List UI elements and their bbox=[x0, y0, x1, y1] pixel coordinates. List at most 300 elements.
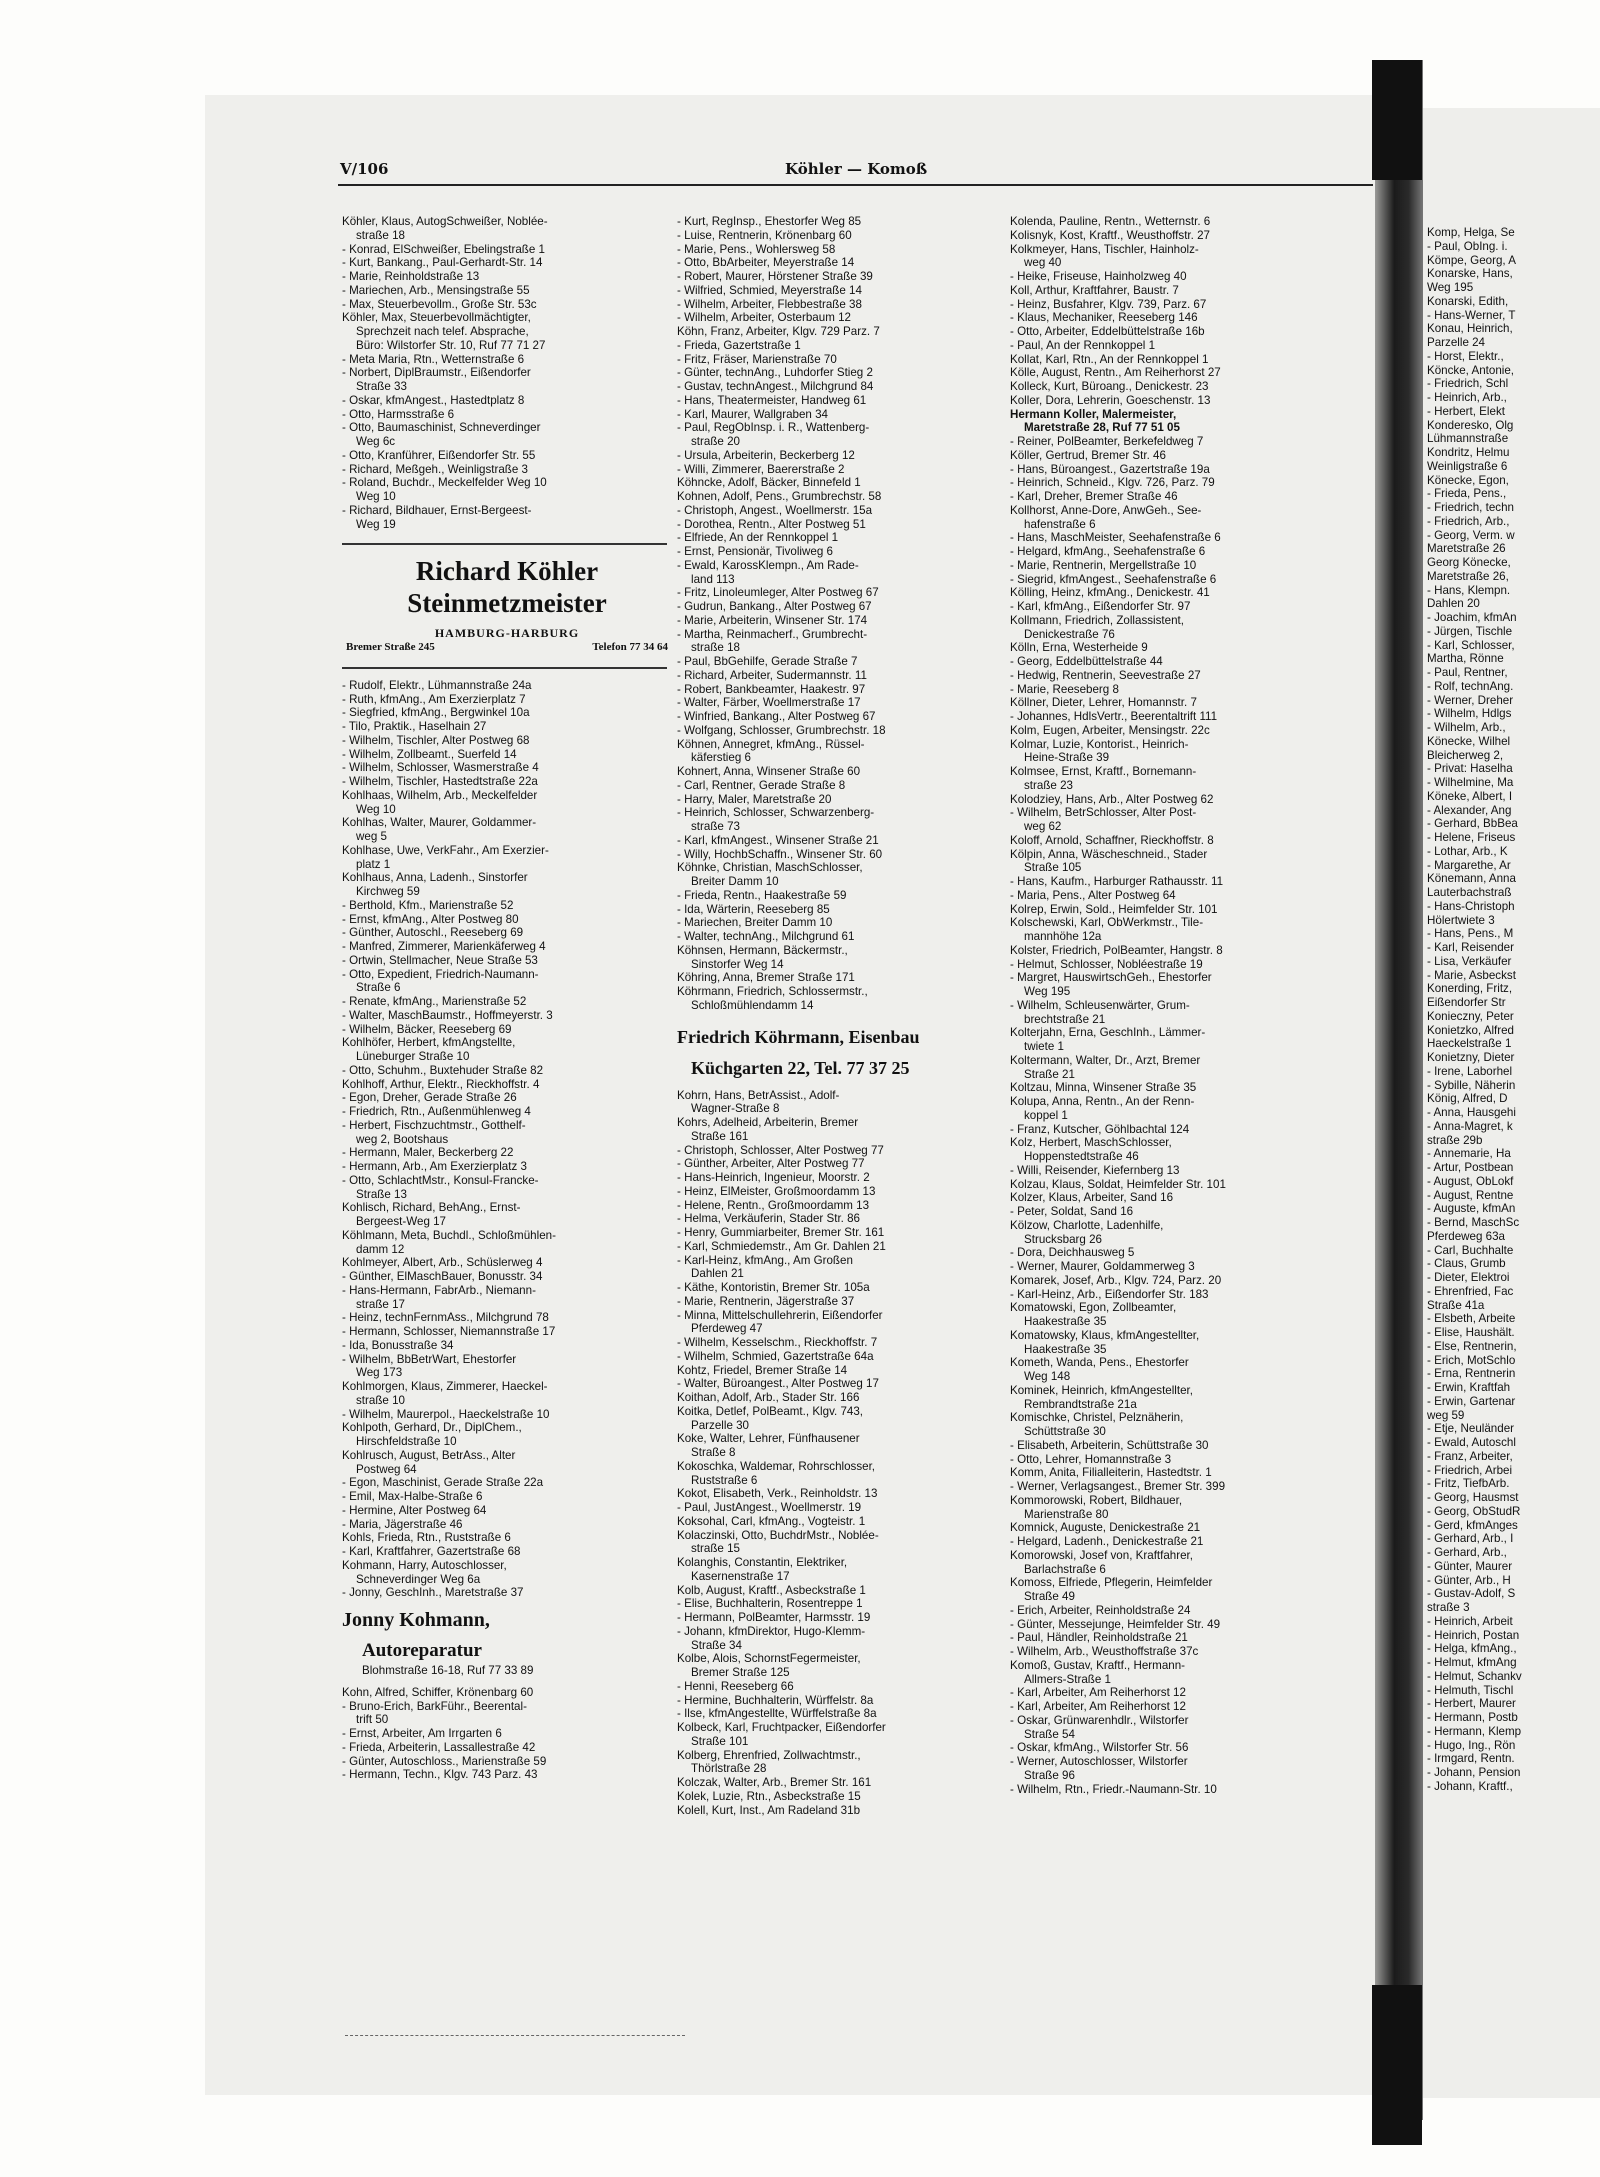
entry-line: - Siegrid, kfmAngest., Seehafenstraße 6 bbox=[1010, 572, 1217, 586]
entry-continuation: Dahlen 21 bbox=[691, 1267, 744, 1281]
entry-line: - Klaus, Mechaniker, Reeseberg 146 bbox=[1010, 311, 1198, 325]
entry-line: - Egon, Dreher, Gerade Straße 26 bbox=[342, 1091, 517, 1105]
entry-continuation: weg 62 bbox=[1024, 820, 1062, 833]
directory-entry bbox=[1010, 683, 1226, 697]
directory-entry bbox=[677, 518, 920, 532]
directory-entry bbox=[342, 504, 672, 532]
entry-line: Kokoschka, Waldemar, Rohrschlosser, bbox=[677, 1459, 876, 1473]
directory-entry bbox=[677, 380, 920, 394]
entry-line: - Gustav-Adolf, S bbox=[1427, 1587, 1516, 1601]
entry-line: - Marie, Arbeiterin, Winsener Str. 174 bbox=[677, 613, 868, 627]
entry-line: Kollhorst, Anne-Dore, AnwGeh., See- bbox=[1010, 503, 1202, 517]
directory-entry bbox=[677, 1226, 920, 1240]
entry-line: - Robert, Maurer, Hörstener Straße 39 bbox=[677, 270, 873, 283]
ad-title: Steinmetzmeister bbox=[407, 588, 607, 619]
directory-entry bbox=[1010, 1576, 1226, 1604]
directory-entry bbox=[677, 1584, 920, 1598]
entry-line: Bleicherweg 2, bbox=[1427, 748, 1504, 762]
entry-line: - Fritz, Linoleumleger, Alter Postweg 67 bbox=[677, 586, 879, 600]
directory-entry bbox=[342, 353, 672, 367]
entry-line: - Frieda, Gazertstraße 1 bbox=[677, 338, 801, 352]
entry-line: - Rolf, technAng. bbox=[1427, 679, 1514, 693]
entry-line: - Hermann, Postb bbox=[1427, 1711, 1518, 1724]
entry-line: - Joachim, kfmAn bbox=[1427, 611, 1517, 624]
entry-line: Kohmann, Harry, Autoschlosser, bbox=[342, 1558, 507, 1572]
entry-continuation: weg 5 bbox=[356, 830, 387, 843]
directory-entry bbox=[342, 1311, 672, 1325]
directory-entry bbox=[677, 298, 920, 312]
entry-line: Koll, Arthur, Kraftfahrer, Baustr. 7 bbox=[1010, 283, 1179, 297]
entry-continuation: platz 1 bbox=[356, 857, 391, 871]
entry-line: - Paul, JustAngest., Woellmerstr. 19 bbox=[677, 1501, 862, 1514]
entry-line: Koke, Walter, Lehrer, Fünfhausener bbox=[677, 1432, 860, 1446]
entry-continuation: straße 23 bbox=[1024, 778, 1073, 792]
entry-continuation: Straße 33 bbox=[356, 380, 407, 393]
directory-entry bbox=[1010, 793, 1226, 807]
entry-line: Kolek, Luzie, Rtn., Asbeckstraße 15 bbox=[677, 1789, 861, 1803]
directory-entry bbox=[1010, 834, 1226, 848]
entry-line: - Willi, Reisender, Kiefernberg 13 bbox=[1010, 1163, 1180, 1177]
entry-line: - Heike, Friseuse, Hainholzweg 40 bbox=[1010, 270, 1187, 283]
entry-line: - Carl, Buchhalte bbox=[1427, 1243, 1514, 1257]
entry-line: - Günter, technAng., Luhdorfer Stieg 2 bbox=[677, 366, 873, 380]
directory-entry bbox=[677, 971, 920, 985]
directory-entry bbox=[342, 1449, 672, 1477]
entry-continuation: Parzelle 30 bbox=[691, 1418, 750, 1432]
entry-line: - Ernst, kfmAng., Alter Postweg 80 bbox=[342, 912, 519, 926]
directory-entry bbox=[1010, 243, 1226, 271]
entry-line: Köneke, Albert, I bbox=[1427, 789, 1513, 803]
entry-continuation: land 113 bbox=[691, 572, 735, 586]
entry-line: Kondritz, Helmu bbox=[1427, 446, 1510, 459]
directory-entry bbox=[1010, 944, 1226, 958]
directory-entry bbox=[1010, 1081, 1226, 1095]
directory-entry bbox=[1010, 1521, 1226, 1535]
directory-entry bbox=[342, 1119, 672, 1147]
directory-entry bbox=[1010, 339, 1226, 353]
directory-entry bbox=[677, 421, 920, 449]
entry-line: - Horst, Elektr., bbox=[1427, 349, 1504, 363]
directory-entry bbox=[677, 1652, 920, 1680]
directory-entry bbox=[342, 1064, 672, 1078]
entry-line: - Artur, Postbean bbox=[1427, 1161, 1514, 1174]
directory-entry bbox=[1010, 1191, 1226, 1205]
entry-line: - Hans, Theatermeister, Handweg 61 bbox=[677, 393, 867, 407]
entry-line: - Hermine, Alter Postweg 64 bbox=[342, 1503, 487, 1517]
directory-entry bbox=[677, 463, 920, 477]
directory-entry bbox=[1010, 311, 1226, 325]
entry-continuation: hafenstraße 6 bbox=[1024, 517, 1096, 531]
entries-col1a bbox=[342, 215, 672, 531]
entry-line: König, Alfred, D bbox=[1427, 1092, 1508, 1106]
entry-line: - Emil, Max-Halbe-Straße 6 bbox=[342, 1490, 483, 1503]
entry-line: - Wilfried, Schmied, Meyerstraße 14 bbox=[677, 283, 862, 297]
entry-line: - Heinrich, Arbeit bbox=[1427, 1614, 1513, 1628]
entry-line: - Wilhelmine, Ma bbox=[1427, 776, 1514, 789]
entry-line: Straße 41a bbox=[1427, 1298, 1485, 1312]
ad-city: HAMBURG-HARBURG bbox=[434, 626, 580, 641]
directory-entry bbox=[1010, 559, 1226, 573]
directory-entry bbox=[677, 655, 920, 669]
entry-line: - Elise, Haushält. bbox=[1427, 1326, 1515, 1339]
directory-entry bbox=[342, 1078, 672, 1092]
entry-line: - Willi, Zimmerer, Baererstraße 2 bbox=[677, 462, 845, 476]
entry-line: - Wolfgang, Schlosser, Grumbrechstr. 18 bbox=[677, 723, 886, 737]
directory-entry bbox=[1010, 1631, 1226, 1645]
directory-entry bbox=[677, 256, 920, 270]
entries-col1b bbox=[342, 679, 672, 1600]
entry-line: - Berthold, Kfm., Marienstraße 52 bbox=[342, 898, 514, 912]
entry-line: - Paul, Händler, Reinholdstraße 21 bbox=[1010, 1631, 1188, 1645]
entry-continuation: weg 40 bbox=[1024, 256, 1062, 270]
entry-line: Kolell, Kurt, Inst., Am Radeland 31b bbox=[677, 1803, 861, 1817]
directory-entry bbox=[1010, 408, 1226, 436]
separator-rule bbox=[342, 543, 667, 545]
entry-line: - Wilhelm, Tischler, Alter Postweg 68 bbox=[342, 733, 530, 747]
entry-line: - Georg, Eddelbüttelstraße 44 bbox=[1010, 655, 1163, 668]
entry-line: - Johannes, HdlsVertr., Beerentaltrift 111 bbox=[1010, 710, 1218, 723]
entry-line: - Marie, Rentnerin, Jägerstraße 37 bbox=[677, 1294, 855, 1308]
entry-line: - Karl, Schmiedemstr., Am Gr. Dahlen 21 bbox=[677, 1239, 886, 1253]
entry-line: - Marie, Asbeckst bbox=[1427, 968, 1516, 982]
entry-line: Konerding, Fritz, bbox=[1427, 982, 1513, 996]
gutter-shadow-top bbox=[1372, 60, 1422, 180]
directory-entry bbox=[1010, 1178, 1226, 1192]
entry-line: Kohlrusch, August, BetrAss., Alter bbox=[342, 1448, 516, 1462]
directory-entry bbox=[1010, 504, 1226, 532]
directory-entry bbox=[342, 1256, 672, 1270]
entry-line: - Winfried, Bankang., Alter Postweg 67 bbox=[677, 710, 876, 723]
entry-line: Kolster, Friedrich, PolBeamter, Hangstr. 8 bbox=[1010, 943, 1223, 957]
entry-line: Kohrs, Adelheid, Arbeiterin, Bremer bbox=[677, 1116, 859, 1129]
entry-line: - Georg, Verm. w bbox=[1427, 528, 1515, 542]
ad-koehrmann-address: Küchgarten 22, Tel. 77 37 25 bbox=[691, 1057, 910, 1078]
entry-line: - Wilhelm, Arbeiter, Flebbestraße 38 bbox=[677, 297, 862, 311]
ad-jonny-kohmann bbox=[342, 1606, 672, 1678]
entry-line: Konietzny, Dieter bbox=[1427, 1051, 1515, 1064]
ad-name: Richard Köhler bbox=[415, 556, 599, 587]
directory-entry bbox=[342, 1421, 672, 1449]
directory-entry bbox=[342, 311, 672, 352]
entry-line: - Otto, SchlachtMstr., Konsul-Francke- bbox=[342, 1173, 539, 1187]
entry-continuation: Lüneburger Straße 10 bbox=[356, 1050, 470, 1063]
directory-entry bbox=[1010, 284, 1226, 298]
entry-line: - Ewald, Autoschl bbox=[1427, 1436, 1516, 1449]
entry-line: - August, Rentne bbox=[1427, 1188, 1514, 1202]
directory-entry bbox=[342, 1270, 672, 1284]
directory-entry bbox=[342, 748, 672, 762]
directory-entry bbox=[342, 243, 672, 257]
directory-entry bbox=[677, 559, 920, 587]
entry-line: - Friedrich, Arb., bbox=[1427, 514, 1510, 528]
directory-entry bbox=[342, 1174, 672, 1202]
entry-line: Kölzow, Charlotte, Ladenhilfe, bbox=[1010, 1218, 1164, 1232]
directory-entry bbox=[677, 1089, 920, 1117]
entry-continuation: Straße 13 bbox=[356, 1187, 407, 1201]
directory-entry bbox=[677, 696, 920, 710]
entry-line: - Franz, Kutscher, Göhlbachtal 124 bbox=[1010, 1122, 1190, 1136]
directory-entry bbox=[677, 229, 920, 243]
directory-entry bbox=[1010, 1439, 1226, 1453]
directory-entry bbox=[1010, 1741, 1226, 1755]
entry-line: Koksohal, Carl, kfmAng., Vogteistr. 1 bbox=[677, 1514, 866, 1528]
entry-continuation: straße 15 bbox=[691, 1542, 740, 1556]
directory-entry bbox=[1010, 1246, 1226, 1260]
directory-entry bbox=[342, 844, 672, 872]
entries-col2b bbox=[677, 1089, 920, 1818]
directory-entry bbox=[677, 710, 920, 724]
ad-friedrich-koehrmann bbox=[677, 1023, 920, 1081]
entry-line: - Karl, kfmAngest., Winsener Straße 21 bbox=[677, 833, 879, 847]
entry-continuation: straße 20 bbox=[691, 435, 740, 448]
directory-entry bbox=[677, 545, 920, 559]
entry-line: - Hans-Christoph bbox=[1427, 899, 1515, 913]
entry-line: - Wilhelm, Maurerpol., Haeckelstraße 10 bbox=[342, 1407, 550, 1421]
column-right-page bbox=[1427, 226, 1522, 1794]
directory-entry bbox=[1010, 545, 1226, 559]
entry-line: - Walter, MaschBaumstr., Hoffmeyerstr. 3 bbox=[342, 1008, 553, 1022]
directory-entry bbox=[677, 683, 920, 697]
entry-line: - Renate, kfmAng., Marienstraße 52 bbox=[342, 995, 527, 1008]
entry-line: - Etje, Neuländer bbox=[1427, 1422, 1514, 1436]
directory-entry bbox=[342, 899, 672, 913]
entry-line: Kohlhase, Uwe, VerkFahr., Am Exerzier- bbox=[342, 843, 549, 857]
entry-line: Kolz, Herbert, MaschSchlosser, bbox=[1010, 1136, 1172, 1150]
entry-line: Köhlmann, Meta, Buchdl., Schloßmühlen- bbox=[342, 1228, 556, 1242]
entry-line: - Sybille, Näherin bbox=[1427, 1078, 1516, 1092]
entry-line: Komarek, Josef, Arb., Klgv. 724, Parz. 20 bbox=[1010, 1273, 1222, 1287]
entry-line: - Egon, Maschinist, Gerade Straße 22a bbox=[342, 1476, 544, 1490]
directory-entry bbox=[1010, 1755, 1226, 1783]
entry-continuation: Weg 173 bbox=[356, 1366, 403, 1380]
entry-line: Kolodziey, Hans, Arb., Alter Postweg 62 bbox=[1010, 792, 1214, 806]
entry-line: - Auguste, kfmAn bbox=[1427, 1202, 1516, 1216]
entry-line: Kohlpoth, Gerhard, Dr., DiplChem., bbox=[342, 1421, 522, 1435]
directory-entry bbox=[342, 995, 672, 1009]
directory-entry bbox=[677, 669, 920, 683]
directory-entry bbox=[1010, 435, 1226, 449]
entry-line: - Anna, Hausgehi bbox=[1427, 1106, 1516, 1119]
entry-continuation: Heine-Straße 39 bbox=[1024, 751, 1110, 765]
entry-line: - Johann, Kraftf., bbox=[1427, 1779, 1513, 1793]
directory-entry bbox=[677, 1749, 920, 1777]
entry-line: Köhnke, Christian, MaschSchlosser, bbox=[677, 861, 863, 875]
entry-line: - Wilhelm, Arb., Weusthoffstraße 37c bbox=[1010, 1645, 1199, 1658]
entry-line: - Konrad, ElSchweißer, Ebelingstraße 1 bbox=[342, 242, 545, 256]
entry-line: - Heinrich, Postan bbox=[1427, 1628, 1520, 1642]
column-3 bbox=[1010, 215, 1226, 1796]
entry-line: - Henni, Reeseberg 66 bbox=[677, 1679, 794, 1693]
entry-continuation: Straße 54 bbox=[1024, 1727, 1075, 1741]
entry-line: Kollat, Karl, Rtn., An der Rennkoppel 1 bbox=[1010, 352, 1209, 366]
entry-line: - Ortwin, Stellmacher, Neue Straße 53 bbox=[342, 953, 538, 967]
entry-line: - Paul, Rentner, bbox=[1427, 666, 1508, 679]
directory-entry bbox=[677, 311, 920, 325]
entry-line: Könecke, Wilhel bbox=[1427, 734, 1511, 748]
entry-line: Koitka, Detlef, PolBeamt., Klgv. 743, bbox=[677, 1404, 864, 1418]
directory-entry bbox=[342, 954, 672, 968]
entry-line: Konieczny, Peter bbox=[1427, 1009, 1514, 1023]
entry-line: - Heinrich, Schneid., Klgv. 726, Parz. 79 bbox=[1010, 476, 1215, 490]
entry-line: Kömpe, Georg, A bbox=[1427, 253, 1516, 267]
entry-line: - Hermine, Buchhalterin, Würffelstr. 8a bbox=[677, 1693, 874, 1707]
entry-line: - Elfriede, An der Rennkoppel 1 bbox=[677, 531, 839, 545]
entry-line: - Christoph, Angest., Woellmerstr. 15a bbox=[677, 503, 873, 517]
entry-line: Kohlmeyer, Albert, Arb., Schüslerweg 4 bbox=[342, 1256, 543, 1270]
entry-line: - Henry, Gummiarbeiter, Bremer Str. 161 bbox=[677, 1226, 885, 1239]
entry-line: - Claus, Grumb bbox=[1427, 1257, 1506, 1271]
entry-line: Kolaczinski, Otto, BuchdrMstr., Noblée- bbox=[677, 1528, 879, 1542]
entry-line: - Wilhelm, Arbeiter, Osterbaum 12 bbox=[677, 311, 851, 325]
directory-entry bbox=[677, 944, 920, 972]
entry-continuation: Straße 105 bbox=[1024, 861, 1082, 875]
directory-entry bbox=[677, 394, 920, 408]
entry-line: Eißendorfer Str bbox=[1427, 996, 1506, 1009]
entry-line: - Ewald, KarossKlempn., Am Rade- bbox=[677, 558, 859, 572]
directory-entry bbox=[342, 913, 672, 927]
entry-line: Köller, Gertrud, Bremer Str. 46 bbox=[1010, 448, 1166, 462]
entry-line: Komp, Helga, Se bbox=[1427, 226, 1515, 239]
directory-entry bbox=[677, 1185, 920, 1199]
entry-line: - Irene, Laborhel bbox=[1427, 1064, 1513, 1078]
entry-line: Köhrmann, Friedrich, Schlossermstr., bbox=[677, 985, 868, 998]
directory-entry bbox=[1010, 1686, 1226, 1700]
entry-line: Kolzau, Klaus, Soldat, Heimfelder Str. 101 bbox=[1010, 1177, 1226, 1191]
directory-entry bbox=[342, 940, 672, 954]
directory-entry bbox=[677, 531, 920, 545]
entry-line: Kolczak, Walter, Arb., Bremer Str. 161 bbox=[677, 1776, 872, 1789]
entry-line: - Richard, Meßgeh., Weinligstraße 3 bbox=[342, 462, 528, 476]
directory-entry bbox=[677, 1460, 920, 1488]
directory-entry bbox=[677, 834, 920, 848]
entry-line: - Fritz, TiefbArb. bbox=[1427, 1477, 1510, 1491]
directory-entry bbox=[1010, 1054, 1226, 1082]
entry-line: Konderesko, Olg bbox=[1427, 418, 1514, 432]
entry-line: - Gerhard, Arb., I bbox=[1427, 1532, 1514, 1546]
directory-entry bbox=[677, 916, 920, 930]
entry-continuation: Schüttstraße 30 bbox=[1024, 1425, 1106, 1438]
directory-entry bbox=[342, 408, 672, 422]
directory-entry bbox=[1010, 1164, 1226, 1178]
entry-line: - Karl, kfmAng., Eißendorfer Str. 97 bbox=[1010, 600, 1191, 613]
entry-line: Komorowski, Josef von, Kraftfahrer, bbox=[1010, 1548, 1193, 1562]
entry-continuation: Weg 10 bbox=[356, 802, 396, 816]
entry-continuation: Weg 148 bbox=[1024, 1370, 1071, 1383]
directory-entry bbox=[1010, 669, 1226, 683]
entries-col3a bbox=[1010, 215, 1226, 1796]
directory-entry bbox=[1010, 1095, 1226, 1123]
entries-col1c bbox=[342, 1686, 672, 1782]
directory-entry bbox=[677, 1364, 920, 1378]
ad-kohmann-title: Autoreparatur bbox=[362, 1640, 482, 1661]
entry-line: Koithan, Adolf, Arb., Stader Str. 166 bbox=[677, 1391, 860, 1404]
directory-entry bbox=[342, 1686, 672, 1700]
entry-line: Kohlhaas, Wilhelm, Arb., Meckelfelder bbox=[342, 788, 538, 802]
entry-line: - Fritz, Fräser, Marienstraße 70 bbox=[677, 352, 837, 366]
directory-entry bbox=[677, 1144, 920, 1158]
entry-line: - Bernd, MaschSc bbox=[1427, 1216, 1520, 1229]
entry-line: Köhler, Max, Steuerbevollmächtigter, bbox=[342, 311, 531, 325]
entry-line: - Ernst, Arbeiter, Am Irrgarten 6 bbox=[342, 1727, 502, 1740]
entry-line: - Martha, Reinmacherf., Grumbrecht- bbox=[677, 627, 868, 641]
directory-entry bbox=[1010, 1136, 1226, 1164]
entry-line: - Günter, Arb., H bbox=[1427, 1573, 1511, 1587]
ad-contact bbox=[342, 641, 672, 655]
entry-line: weg 59 bbox=[1427, 1408, 1465, 1422]
directory-entry bbox=[677, 1377, 920, 1391]
directory-entry bbox=[1010, 1700, 1226, 1714]
entry-line: - Walter, Büroangest., Alter Postweg 17 bbox=[677, 1377, 879, 1391]
directory-entry bbox=[1010, 270, 1226, 284]
entry-continuation: Straße 161 bbox=[691, 1129, 749, 1143]
entry-line: Kölpin, Anna, Wäscheschneid., Stader bbox=[1010, 847, 1208, 861]
entry-line: Komnick, Auguste, Denickestraße 21 bbox=[1010, 1521, 1201, 1535]
directory-entry bbox=[342, 1284, 672, 1312]
directory-entry bbox=[342, 1036, 672, 1064]
entry-line: Kölle, August, Rentn., Am Reiherhorst 27 bbox=[1010, 366, 1221, 380]
entry-line: Hermann Koller, Malermeister, bbox=[1010, 407, 1177, 421]
entry-continuation: Straße 101 bbox=[691, 1734, 749, 1748]
directory-entry bbox=[677, 1281, 920, 1295]
entry-line: - Ruth, kfmAng., Am Exerzierplatz 7 bbox=[342, 692, 526, 706]
entry-line: - Herbert, Elekt bbox=[1427, 404, 1505, 418]
directory-entry bbox=[342, 1504, 672, 1518]
entry-continuation: Kasernenstraße 17 bbox=[691, 1569, 790, 1583]
entry-line: Konau, Heinrich, bbox=[1427, 322, 1513, 336]
entry-line: - Hermann, Schlosser, Niemannstraße 17 bbox=[342, 1325, 556, 1338]
directory-entry bbox=[677, 1157, 920, 1171]
entry-line: - Hermann, Klemp bbox=[1427, 1724, 1522, 1738]
entry-line: - Paul, RegObInsp. i. R., Wattenberg- bbox=[677, 421, 870, 435]
entry-continuation: Sprechzeit nach telef. Absprache, bbox=[356, 325, 529, 338]
entry-line: Kolterjahn, Erna, GeschInh., Lämmer- bbox=[1010, 1026, 1206, 1040]
entry-line: Köhn, Franz, Arbeiter, Klgv. 729 Parz. 7 bbox=[677, 325, 880, 338]
entry-line: - Kurt, RegInsp., Ehestorfer Weg 85 bbox=[677, 215, 862, 228]
entry-line: Konarski, Edith, bbox=[1427, 294, 1509, 308]
entry-line: - Richard, Arbeiter, Sudermannstr. 11 bbox=[677, 668, 867, 682]
entry-continuation: Hoppenstedtstraße 46 bbox=[1024, 1150, 1139, 1163]
directory-entry bbox=[342, 1105, 672, 1119]
directory-entry bbox=[1010, 463, 1226, 477]
entry-line: Köncke, Antonie, bbox=[1427, 363, 1515, 377]
directory-entry bbox=[342, 1408, 672, 1422]
entry-line: - Helma, Verkäuferin, Stader Str. 86 bbox=[677, 1212, 861, 1226]
entry-line: Köhler, Klaus, AutogSchweißer, Noblée- bbox=[342, 215, 548, 228]
entries-col2a bbox=[677, 215, 920, 1013]
directory-entry bbox=[1010, 916, 1226, 944]
directory-entry bbox=[1010, 298, 1226, 312]
directory-entry bbox=[677, 765, 920, 779]
entry-line: - Karl-Heinz, Arb., Eißendorfer Str. 183 bbox=[1010, 1287, 1209, 1301]
entry-line: - Frieda, Arbeiterin, Lassallestraße 42 bbox=[342, 1740, 536, 1754]
entry-line: - Otto, BbArbeiter, Meyerstraße 14 bbox=[677, 256, 855, 270]
entry-line: - Paul, BbGehilfe, Gerade Straße 7 bbox=[677, 655, 858, 668]
entry-line: Kohls, Frieda, Rtn., Ruststraße 6 bbox=[342, 1531, 511, 1545]
entry-line: - Helene, Rentn., Großmoordamm 13 bbox=[677, 1198, 870, 1212]
entry-line: - Gerhard, BbBea bbox=[1427, 817, 1518, 831]
entry-line: Kölling, Heinz, kfmAng., Denickestr. 41 bbox=[1010, 586, 1210, 600]
entry-line: - Norbert, DiplBraumstr., Eißendorfer bbox=[342, 366, 531, 380]
entry-line: - Dora, Deichhausweg 5 bbox=[1010, 1246, 1135, 1260]
directory-entry bbox=[342, 366, 672, 394]
entry-line: Köhnsen, Hermann, Bäckermstr., bbox=[677, 943, 848, 957]
entry-line: - Dorothea, Rentn., Alter Postweg 51 bbox=[677, 517, 866, 531]
directory-entry bbox=[677, 903, 920, 917]
entry-line: - Johann, kfmDirektor, Hugo-Klemm- bbox=[677, 1624, 866, 1638]
directory-entry bbox=[342, 1339, 672, 1353]
entry-continuation: Marienstraße 80 bbox=[1024, 1507, 1109, 1521]
entry-line: Lauterbachstraß bbox=[1427, 886, 1512, 899]
